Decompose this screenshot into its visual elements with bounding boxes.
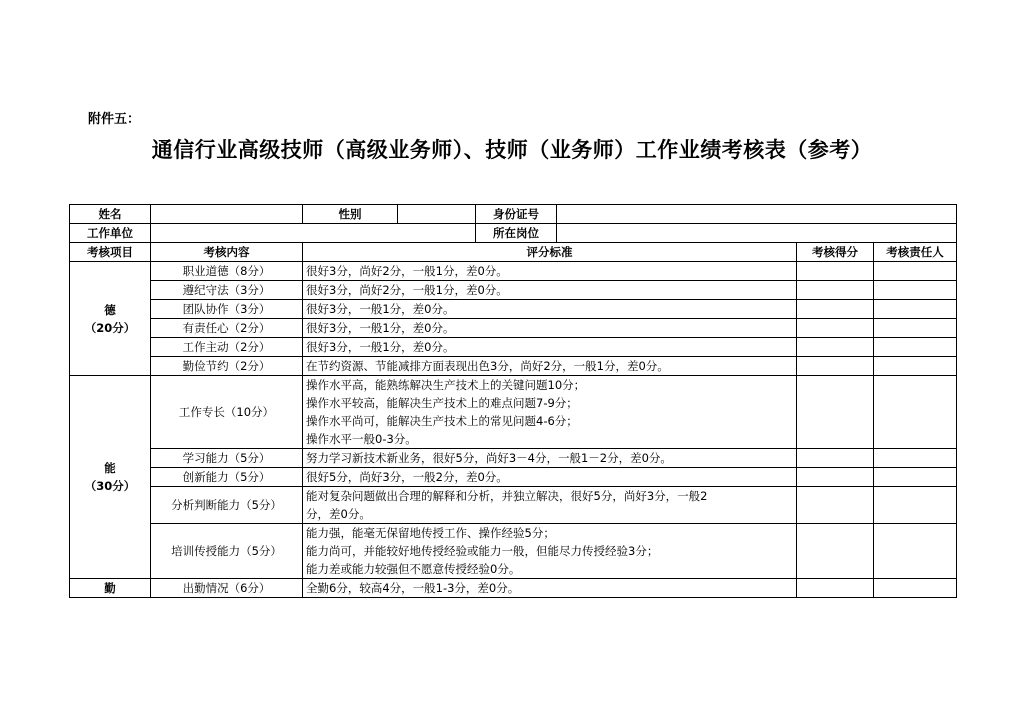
table-row bbox=[70, 338, 957, 357]
unit-value[interactable] bbox=[151, 224, 476, 243]
score-cell[interactable] bbox=[797, 338, 874, 357]
criteria-line: 能力强，能毫无保留地传授工作、操作经验5分； bbox=[306, 526, 555, 540]
row-criteria bbox=[303, 449, 797, 468]
table-row bbox=[70, 487, 957, 524]
id-value[interactable] bbox=[557, 205, 957, 224]
score-cell[interactable] bbox=[797, 281, 874, 300]
criteria-line: 全勤6分，较高4分，一般1-3分，差0分。 bbox=[306, 581, 520, 595]
name-label: 姓名 bbox=[70, 205, 151, 224]
row-content: 职业道德（8分） bbox=[151, 262, 303, 281]
row-criteria bbox=[303, 376, 797, 449]
header-content: 考核内容 bbox=[151, 243, 303, 262]
criteria-line: 在节约资源、节能减排方面表现出色3分，尚好2分，一般1分，差0分。 bbox=[306, 359, 669, 373]
row-content: 学习能力（5分） bbox=[151, 449, 303, 468]
score-cell[interactable] bbox=[797, 357, 874, 376]
table-row bbox=[70, 319, 957, 338]
unit-label: 工作单位 bbox=[70, 224, 151, 243]
score-cell[interactable] bbox=[797, 376, 874, 449]
post-label: 所在岗位 bbox=[476, 224, 557, 243]
criteria-line: 努力学习新技术新业务，很好5分，尚好3－4分，一般1－2分，差0分。 bbox=[306, 451, 672, 465]
header-responsible: 考核责任人 bbox=[874, 243, 957, 262]
criteria-line: 能对复杂问题做出合理的解释和分析，并独立解决，很好5分，尚好3分，一般2 bbox=[306, 489, 708, 503]
row-criteria bbox=[303, 300, 797, 319]
row-criteria bbox=[303, 524, 797, 579]
id-label: 身份证号 bbox=[476, 205, 557, 224]
row-content: 工作专长（10分） bbox=[151, 376, 303, 449]
category-points: （20分） bbox=[84, 320, 136, 335]
gender-value[interactable] bbox=[398, 205, 476, 224]
responsible-cell[interactable] bbox=[874, 376, 957, 449]
table-row bbox=[70, 449, 957, 468]
row-content: 团队协作（3分） bbox=[151, 300, 303, 319]
responsible-cell[interactable] bbox=[874, 468, 957, 487]
row-criteria bbox=[303, 338, 797, 357]
row-content: 勤俭节约（2分） bbox=[151, 357, 303, 376]
table-row bbox=[70, 524, 957, 579]
score-cell[interactable] bbox=[797, 319, 874, 338]
table-row bbox=[70, 262, 957, 281]
responsible-cell[interactable] bbox=[874, 338, 957, 357]
category-qin bbox=[70, 579, 151, 598]
row-criteria bbox=[303, 487, 797, 524]
responsible-cell[interactable] bbox=[874, 449, 957, 468]
header-row bbox=[70, 243, 957, 262]
info-row-2 bbox=[70, 224, 957, 243]
criteria-line: 很好5分，尚好3分，一般2分，差0分。 bbox=[306, 470, 508, 484]
criteria-line: 很好3分，一般1分，差0分。 bbox=[306, 340, 455, 354]
responsible-cell[interactable] bbox=[874, 300, 957, 319]
score-cell[interactable] bbox=[797, 300, 874, 319]
criteria-line: 操作水平一般0-3分。 bbox=[306, 432, 417, 446]
responsible-cell[interactable] bbox=[874, 579, 957, 598]
responsible-cell[interactable] bbox=[874, 524, 957, 579]
category-de bbox=[70, 262, 151, 376]
attachment-label: 附件五： bbox=[88, 112, 141, 127]
header-score: 考核得分 bbox=[797, 243, 874, 262]
responsible-cell[interactable] bbox=[874, 357, 957, 376]
name-value[interactable] bbox=[151, 205, 303, 224]
header-item: 考核项目 bbox=[70, 243, 151, 262]
table-row bbox=[70, 376, 957, 449]
score-cell[interactable] bbox=[797, 468, 874, 487]
table-row bbox=[70, 300, 957, 319]
criteria-line: 很好3分，尚好2分，一般1分，差0分。 bbox=[306, 264, 508, 278]
score-cell[interactable] bbox=[797, 262, 874, 281]
category-name: 德 bbox=[104, 302, 116, 317]
post-value[interactable] bbox=[557, 224, 957, 243]
row-criteria bbox=[303, 319, 797, 338]
responsible-cell[interactable] bbox=[874, 262, 957, 281]
assessment-table bbox=[69, 204, 957, 598]
criteria-line: 操作水平尚可，能解决生产技术上的常见问题4-6分； bbox=[306, 414, 578, 428]
category-name: 能 bbox=[104, 461, 116, 475]
responsible-cell[interactable] bbox=[874, 281, 957, 300]
row-content: 培训传授能力（5分） bbox=[151, 524, 303, 579]
criteria-line: 操作水平高，能熟练解决生产技术上的关键问题10分； bbox=[306, 378, 586, 392]
criteria-line: 操作水平较高，能解决生产技术上的难点问题7-9分； bbox=[306, 396, 578, 410]
row-criteria bbox=[303, 357, 797, 376]
responsible-cell[interactable] bbox=[874, 487, 957, 524]
criteria-line: 分，差0分。 bbox=[306, 507, 371, 521]
criteria-line: 能力差或能力较强但不愿意传授经验0分。 bbox=[306, 562, 521, 576]
row-criteria bbox=[303, 579, 797, 598]
row-content: 创新能力（5分） bbox=[151, 468, 303, 487]
row-content: 遵纪守法（3分） bbox=[151, 281, 303, 300]
score-cell[interactable] bbox=[797, 449, 874, 468]
table-row bbox=[70, 468, 957, 487]
gender-label: 性别 bbox=[303, 205, 398, 224]
criteria-line: 能力尚可，并能较好地传授经验或能力一般，但能尽力传授经验3分； bbox=[306, 544, 659, 558]
row-content: 分析判断能力（5分） bbox=[151, 487, 303, 524]
row-content: 工作主动（2分） bbox=[151, 338, 303, 357]
score-cell[interactable] bbox=[797, 524, 874, 579]
table-row bbox=[70, 579, 957, 598]
page-title: 通信行业高级技师（高级业务师）、技师（业务师）工作业绩考核表（参考） bbox=[151, 138, 873, 162]
category-neng bbox=[70, 376, 151, 579]
row-criteria bbox=[303, 281, 797, 300]
category-points: （30分） bbox=[84, 479, 136, 493]
table-row bbox=[70, 357, 957, 376]
criteria-line: 很好3分，一般1分，差0分。 bbox=[306, 321, 455, 335]
responsible-cell[interactable] bbox=[874, 319, 957, 338]
score-cell[interactable] bbox=[797, 579, 874, 598]
row-content: 有责任心（2分） bbox=[151, 319, 303, 338]
info-row-1 bbox=[70, 205, 957, 224]
row-criteria bbox=[303, 262, 797, 281]
row-content: 出勤情况（6分） bbox=[151, 579, 303, 598]
category-name: 勤 bbox=[104, 581, 116, 595]
criteria-line: 很好3分，尚好2分，一般1分，差0分。 bbox=[306, 283, 508, 297]
criteria-line: 很好3分，一般1分，差0分。 bbox=[306, 302, 455, 316]
row-criteria bbox=[303, 468, 797, 487]
table-row bbox=[70, 281, 957, 300]
score-cell[interactable] bbox=[797, 487, 874, 524]
header-criteria: 评分标准 bbox=[303, 243, 797, 262]
